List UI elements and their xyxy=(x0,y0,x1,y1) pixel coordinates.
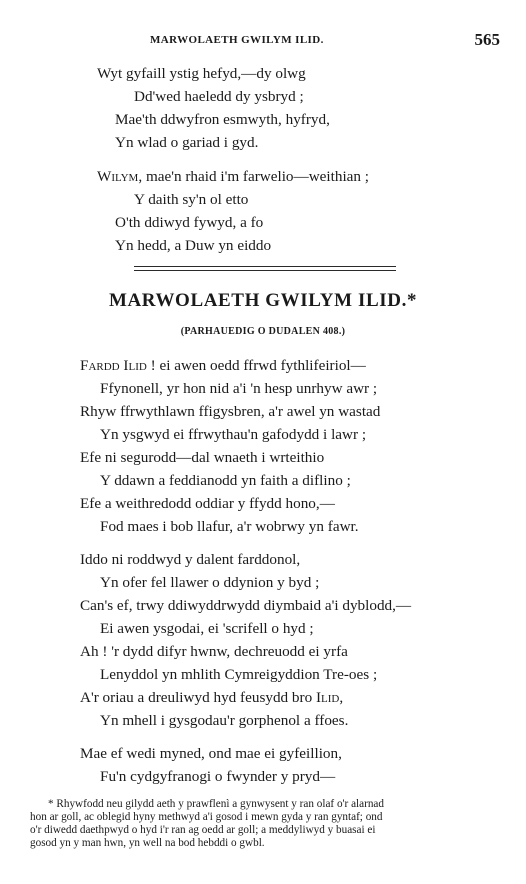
poem-line: Efe ni segurodd—dal wnaeth i wrteithio xyxy=(80,449,325,466)
poem-line: Y ddawn a feddianodd yn faith a diflino ; xyxy=(100,472,351,489)
poem-line: Ah ! 'r dydd difyr hwnw, dechreuodd ei yrfa xyxy=(80,643,348,660)
footnote-line: * Rhywfodd neu gilydd aeth y prawflenì a gynwysent y ran olaf o'r alarnad xyxy=(48,798,384,810)
poem-line: Iddo ni roddwyd y dalent farddonol, xyxy=(80,551,301,568)
footnote-line: hon ar goll, ac oblegid hyny methwyd a'i gosod i mewn gyda y ran gyntaf; ond xyxy=(30,811,383,823)
poem-line: Yn hedd, a Duw yn eiddo xyxy=(115,237,272,254)
section-divider xyxy=(134,266,396,272)
page-number: 565 xyxy=(474,30,500,49)
name-ilid: Ilid, xyxy=(315,689,344,706)
poem-line: Efe a weithredodd oddiar y ffydd hono,— xyxy=(80,495,335,512)
poem-line: Mae'th ddwyfron esmwyth, hyfryd, xyxy=(115,111,330,128)
name-fardd-ilid: Fardd Ilid xyxy=(80,357,147,374)
poem-line: Ffynonell, yr hon nid a'i 'n hesp unrhyw awr ; xyxy=(100,380,378,397)
poem-line: Wilym, mae'n rhaid i'm farwelio—weithian ; xyxy=(97,168,370,185)
poem-line: Dd'wed haeledd dy ysbryd ; xyxy=(134,88,304,105)
footnote-line: o'r diwedd daethpwyd o hyd i'r ran ag oedd ar goll; a meddyliwyd y buasai ei xyxy=(30,824,376,836)
article-subtitle: (PARHAUEDIG O DUDALEN 408.) xyxy=(180,326,346,337)
footnote-line: gosod yn y man hwn, yn well na bod hebddi o gwbl. xyxy=(30,837,265,849)
poem-line: Can's ef, trwy ddiwyddrwydd diymbaid a'i dyblodd,— xyxy=(80,597,412,614)
poem-line: Fod maes i bob llafur, a'r wobrwy yn fawr. xyxy=(100,518,359,535)
poem-line: Y daith sy'n ol etto xyxy=(134,191,249,208)
poem-line: Yn ofer fel llawer o ddynion y byd ; xyxy=(100,574,320,591)
running-title: MARWOLAETH GWILYM ILID. xyxy=(150,34,324,46)
running-head xyxy=(0,30,526,50)
poem-line: Fu'n cydgyfranogi o fwynder y pryd— xyxy=(100,768,336,785)
article-title: MARWOLAETH GWILYM ILID.* xyxy=(108,290,418,311)
poem-line: Yn mhell i gysgodau'r gorphenol a ffoes. xyxy=(100,712,349,729)
poem-line: Fardd Ilid ! ei awen oedd ffrwd fythlifeiriol— xyxy=(80,357,366,374)
poem-line: A'r oriau a dreuliwyd hyd feusydd bro Ilid, xyxy=(80,689,344,706)
poem-line: Wyt gyfaill ystig hefyd,—dy olwg xyxy=(97,65,306,82)
poem-line: Rhyw ffrwythlawn ffigysbren, a'r awel yn wastad xyxy=(80,403,381,420)
name-wilym: Wilym, xyxy=(97,168,143,185)
poem-line: Yn wlad o gariad i gyd. xyxy=(115,134,259,151)
poem-line: Mae ef wedi myned, ond mae ei gyfeillion, xyxy=(80,745,342,762)
poem-line: Yn ysgwyd ei ffrwythau'n gafodydd i lawr ; xyxy=(100,426,367,443)
poem-line: O'th ddiwyd fywyd, a fo xyxy=(115,214,264,231)
poem-line: Ei awen ysgodai, ei 'scrifell o hyd ; xyxy=(100,620,314,637)
poem-line: Lenyddol yn mhlith Cymreigyddion Tre-oes ; xyxy=(100,666,378,683)
